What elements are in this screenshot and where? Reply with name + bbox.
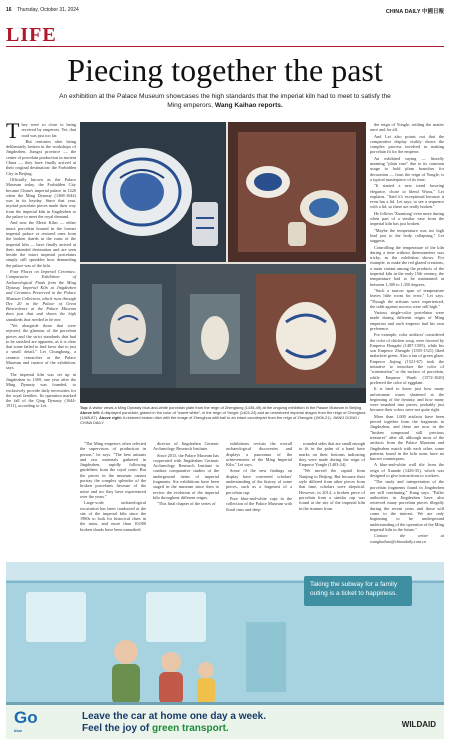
masthead-logo: CHINA DAILY 中國日報 xyxy=(385,9,444,15)
paragraph: "Yet alongside those that were rejected, the glamour of the porcelain pieces and the strict standards that had to be satisfied are apparent, as it is clear that some failed to find favor due to just a small detail," Lei Chunghong, a ceramic researcher at the Palace Museum and curator of the exhibition, says. xyxy=(6,322,76,371)
paragraph: Large-scale archaeological excavation has been conducted at the site of the imperial kiln since the 1980s to look for historical clues in the ruins, and more than 10,000 broken shards have been unearthed. xyxy=(80,500,146,532)
caption-text: A restored broken dish with the image of Zhenghua with ball to an intact counterpart from the reign of Zhengde (1506-21). xyxy=(122,415,332,420)
section-rule xyxy=(6,46,444,47)
paragraph: Pure blue-and-white cups in the collection of the Palace Museum with floral rims and deep xyxy=(226,495,292,512)
dropcap: T xyxy=(6,118,20,143)
headline: Piecing together the past xyxy=(67,52,383,88)
paragraph: director of Jingdezhen Ceramic Archaeology Research Institute. xyxy=(153,441,219,452)
ad-line-1: Leave the car at home one day a week. xyxy=(82,711,266,722)
deck xyxy=(54,92,396,110)
paragraph: "The Ming emperors often selected the supervisors of production in person," he says. "The best artisans and raw materials gathered in Jingdezhen, rapidly following guidelines from the royal court. But the pieces in the museum cannot portray the complex splendor of the broken porcelains because of the noise and too they have experienced over the years." xyxy=(80,441,146,499)
photo-top-left xyxy=(80,122,226,262)
caption-label: Above right: xyxy=(99,415,122,420)
article-column-2 xyxy=(80,441,146,533)
article-column-1 xyxy=(6,118,76,557)
paragraph: Four Places on Imperial Ceramics: Comparative Exhibition of Archaeological Finds from the Ming Dynasty Imperial Kiln at Jingdezhen and Ceramics Preserved in the Palace Museum Collection, which runs through Dec 20 in the Palace of Great Benevolence at the Palace Museum does just that and shows the high standards that needed to be met. xyxy=(6,269,76,322)
caption-text: A visitor views a Ming Dynasty blue-and-white porcelain plate from the reign of Zhengtong (1436-49) at the ongoing exhibition in the Palace Museum in Beijing. xyxy=(89,405,363,410)
article-column-3 xyxy=(153,441,219,508)
ad-slogan xyxy=(82,711,266,735)
wildaid-logo: WILDAID xyxy=(401,720,436,729)
paragraph: "Such a narrow span of temperature leaves little room for error," Lei says. "Though the artisans were experienced, the odds against success were still high." xyxy=(370,287,444,309)
photo-caption xyxy=(80,405,366,425)
go-blue-logo: Go blue xyxy=(14,708,38,733)
paragraph: And now the Meixi Kilns — either intact porcelain housed in the former imperial palace or restored ones from the broken shards in the ruins of the imperial kiln — have finally arrived at their intended destination and are seen beside the intact imperial porcelains simply still sprinkles how demanding the palace was of the kiln. xyxy=(6,220,76,268)
photo-collage xyxy=(80,122,366,403)
exhibition-hall-illustration xyxy=(80,264,366,403)
paragraph: the reign of Yongle, settling the matter once and for all. xyxy=(370,122,444,133)
page-number: 16 xyxy=(6,7,12,13)
date-line: Thursday, October 31, 2024 xyxy=(16,7,79,13)
photo-credit: JIANG DONG / CHINA DAILY xyxy=(80,415,360,425)
caption-text: A displayed porcelain, glazed in the color of "sweet white", in the reign of Yongle (1403-24) and an unrestored imperial dragon from the reign of Chenghua (1465-87). xyxy=(80,410,366,420)
display-case-illustration xyxy=(228,122,366,262)
paragraph: "Maybe the temperature was too high lead just to the body collapsing," Lei suggests. xyxy=(370,227,444,244)
paragraph: rounded sides that are small enough to fit in the palm of a hand have marks on their bottoms indicating they were made during the reign of Emperor Yongle (1403-24). xyxy=(299,441,365,468)
paragraph: "It started a new trend favoring elegance, chose to blend Wuxu," Lei explains. "Said it's exceptional because it even has a lid. Lei says, to see a sequence with a lid, so these are really broken." xyxy=(370,183,444,210)
paragraph: They were so close to being received by emperors. Yet, that road was just too far. xyxy=(6,118,76,143)
article-column-4 xyxy=(226,441,292,513)
paragraph: Since 2015, the Palace Museum has cooperated with Jingdezhen Ceramic Archaeology Research Institute to conduct comparative studies of the underground items of imperial fragments. Six exhibitions have been staged in the museum since then to review the evolution of the imperial kiln throughout different reigns. xyxy=(153,452,219,500)
paragraph: "The study and interpretation of the porcelain fragments found in Jingdezhen are still continuing," Kang says. "Fuller authorities in Jingdezhen have also retrieved many porcelain pieces illegally during the recent years and those will come to the interest. We are only beginning to be underground understanding of the operation of the Ming imperial kiln in the future." xyxy=(370,479,444,532)
paragraph: Some of the new findings on display have converted scholars' understanding of the history of some pieces, such as a fragment of a porcelain cup. xyxy=(226,468,292,495)
advertisement xyxy=(6,562,444,739)
paragraph: exhibitions revisits the overall archaeological discoveries and displays a panorama of the achievements of the Ming Imperial Kiln," Lei says. xyxy=(226,441,292,468)
byline: Wang Kaihao reports. xyxy=(214,102,283,109)
contact-line: Contact the writer at wangkaihao@chinadaily.com.cn xyxy=(370,533,444,544)
paragraph: More than 1,600 artifacts have been pieced together from the fragments in Jingdezhen, and these are now in the "broken compound still precious treasures" after all, although most of the artifacts from the Palace Museum and Jingdezhen match with each other, some patterns found in the kiln ruins have no known counterparts. xyxy=(370,413,444,462)
paragraph: Various single-color porcelains were made during different reigns of Ming emperors and each emperor had his own preference. xyxy=(370,310,444,331)
porcelain-plate-illustration xyxy=(80,122,226,262)
photo-bottom xyxy=(80,264,366,403)
paragraph: "This final chapter of the series of xyxy=(157,501,216,507)
article-column-right xyxy=(370,122,444,544)
paragraph: And Lei also points out that the comparative display visibly shows the complex process involved in making porcelain fit for the emperor. xyxy=(370,133,444,155)
paragraph: Officially known as the Palace Museum today, the Forbidden City became China's imperial palace in 1420 when the Ming Dynasty (1368-1644) was in its heyday. Since that year, myriad porcelain pieces made their way from the imperial kiln in Jingdezhen to the palace to meet the royal demand. xyxy=(6,176,76,220)
article-column-5 xyxy=(299,441,365,512)
paragraph: He follows 'Xuantong' even more during when part of a similar vase from the imperial kiln has just broken. xyxy=(370,210,444,227)
paragraph: For example, color artifacts' considered the color of chicken soup, were favored by Emperor Hongzhi (1487-1505), while his son Emperor Zhengde (1505-1521) liked malachite green. Also a fan of green glaze, Emperor Jiajing (1521-67) took the initiative to introduce the color of "watermelon" to the surface of porcelain, while Emperor Wanli (1572-1620) preferred the color of eggplant. xyxy=(370,332,444,385)
paragraph: Controlling the temperature of the kiln during a time without thermometers was tricky, as the exhibition shows. For example, to make the red glazed creations, a main variant among the products of the imperial kiln in the early 15th century, the temperature had to be maintained at between 1,300 to 1,350 degrees. xyxy=(370,244,444,287)
caption-label: Top: xyxy=(80,405,89,410)
caption-label: Above left: xyxy=(80,410,101,415)
ad-line-2: Feel the joy of green transport. xyxy=(82,723,229,734)
paragraph: A blue-and-white wall tile from the reign of Xuande (1426-35), which was designed to give instructions to workers. xyxy=(370,462,444,478)
ad-speech-bubble: Taking the subway for a family outing is a ticket to happiness. xyxy=(304,576,412,606)
contact-email[interactable]: wangkaihao@chinadaily.com.cn xyxy=(370,538,427,544)
paragraph: "We moved the capital from Nanjing to Beijing. But because their style differed from other pieces from that time, scholars were skeptical. However, in 2014, a broken piece of porcelain from a similar cup was found at the site of the imperial kiln in the stratum from xyxy=(299,468,365,511)
section-title: LIFE xyxy=(6,24,57,46)
paragraph: An exhibited saying — literally meaning "plain vase" due to its common usage to hold plum branches for decoration — from the reign of Yongle, is a typical masterpiece of its time. xyxy=(370,155,444,182)
paragraph: It is hard to know just how many unfortunate wares shattered at the beginning of the dynasty, and how many were smashed into pieces, probably just because their colors were not quite right. xyxy=(370,386,444,413)
paragraph: But centuries after being deliberately broken in the workshops of Jingdezhen, Jiangxi province — the center of porcelain production in ancient China — they have finally arrived at their original destination: the Forbidden City in Beijing. xyxy=(6,138,76,176)
photo-top-right xyxy=(228,122,366,262)
paragraph: The imperial kiln was set up in Jingdezhen in 1369, one year after the Ming Dynasty was founded, to exclusively provide daily necessities for the royal families. Its operation marked the fall of the Qing Dynasty (1644-1911), according to Lei. xyxy=(6,371,76,409)
page-header xyxy=(6,7,444,17)
deck-text: An exhibition at the Palace Museum showcases the high standards that the imperial kiln had to meet to satisfy the Ming emperors, xyxy=(59,93,391,109)
